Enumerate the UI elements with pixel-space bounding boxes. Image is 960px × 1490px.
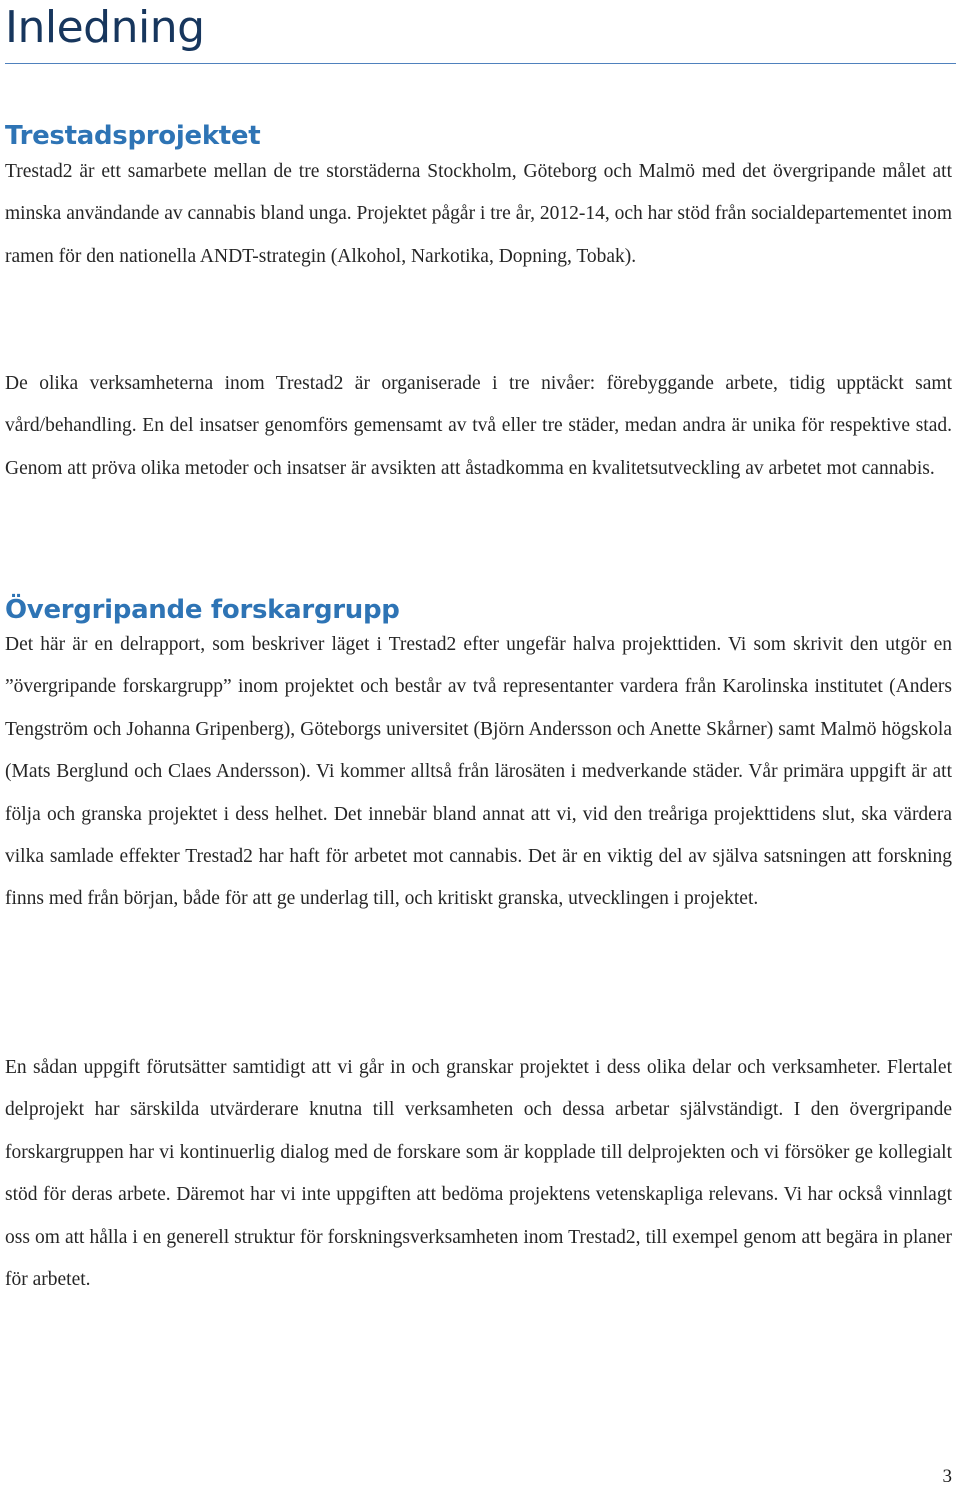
section-title-overgripande-forskargrupp: Övergripande forskargrupp [5, 595, 400, 625]
chapter-title: Inledning [5, 2, 205, 53]
paragraph: Trestad2 är ett samarbete mellan de tre storstäderna Stockholm, Göteborg och Malmö med det övergripande målet att minska användande av cannabis bland unga. Projektet pågår i tre år, 2012-14, och har stöd från socialdepartementet inom ramen för den nationella ANDT-strategin (Alkohol, Narkotika, Dopning, Tobak). [5, 161, 952, 267]
section-title-trestadsprojektet: Trestadsprojektet [5, 121, 261, 151]
paragraph: De olika verksamheterna inom Trestad2 är organiserade i tre nivåer: förebyggande arbete, tidig upptäckt samt vård/behandling. En del insatser genomförs gemensamt av två eller tre städer, medan andra är unika för respektive stad. Genom att pröva olika metoder och insatser är avsikten att åstadkomma en kvalitetsutveckling av arbetet mot cannabis. [5, 373, 952, 479]
page-number: 3 [942, 1466, 952, 1487]
chapter-title-rule [5, 63, 956, 64]
paragraph: Det här är en delrapport, som beskriver läget i Trestad2 efter ungefär halva projekttiden. Vi som skrivit den utgör en ”övergripande forskargrupp” inom projektet och består av två representanter vardera från Karolinska institutet (Anders Tengström och Johanna Gripenberg), Göteborgs universitet (Björn Andersson och Anette Skårner) samt Malmö högskola (Mats Berglund och Claes Andersson). Vi kommer alltså från lärosäten i medverkande städer. Vår primära uppgift är att följa och granska projektet i dess helhet. Det innebär bland annat att vi, vid den treåriga projekttidens slut, ska värdera vilka samlade effekter Trestad2 har haft för arbetet mot cannabis. Det är en viktig del av själva satsningen att forskning finns med från början, både för att ge underlag till, och kritiskt granska, utvecklingen i projektet. [5, 634, 952, 910]
paragraph: En sådan uppgift förutsätter samtidigt att vi går in och granskar projektet i dess olika delar och verksamheter. Flertalet delprojekt har särskilda utvärderare knutna till verksamheten och dessa arbetar självständigt. I den övergripande forskargruppen har vi kontinuerlig dialog med de forskare som är kopplade till delprojekten och vi försöker ge kollegialt stöd för deras arbete. Däremot har vi inte uppgiften att bedöma projektens vetenskapliga relevans. Vi har också vinnlagt oss om att hålla i en generell struktur för forskningsverksamheten inom Trestad2, till exempel genom att begära in planer för arbetet. [5, 1057, 952, 1291]
